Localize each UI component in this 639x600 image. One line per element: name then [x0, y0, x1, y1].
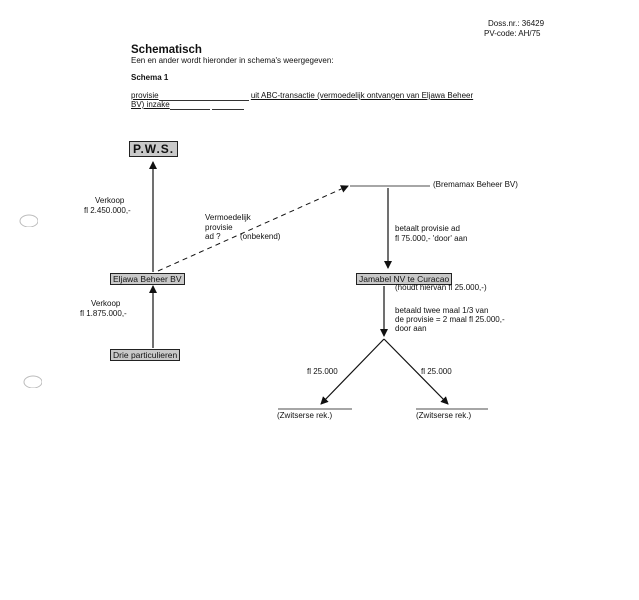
node-drie-particulieren: Drie particulieren — [110, 349, 180, 361]
intro-text: Een en ander wordt hieronder in schema's weergegeven: — [131, 56, 334, 65]
label-verkoop-top: Verkoop — [95, 196, 125, 205]
label-verkoop-bottom: Verkoop — [91, 299, 121, 308]
label-provisie: provisie — [205, 223, 233, 232]
label-vermoedelijk: Vermoedelijk — [205, 213, 251, 222]
schema-line-1-left: provisie — [131, 91, 159, 100]
dashed-arrow-eljawa-to-bremamax — [158, 186, 348, 271]
node-zwitsers-left: (Zwitserse rek.) — [277, 411, 333, 420]
label-verkoop-bottom-amount: fl 1.875.000,- — [80, 309, 127, 318]
node-pws: P.W.S. — [129, 141, 178, 157]
label-split-right: fl 25.000 — [421, 367, 452, 376]
label-betaalt-provisie: betaalt provisie ad — [395, 224, 460, 233]
label-split-left: fl 25.000 — [307, 367, 338, 376]
node-jamabel: Jamabel NV te Curacao — [356, 273, 452, 285]
dossier-number: Doss.nr.: 36429 — [488, 19, 545, 28]
node-bremamax: (Bremamax Beheer BV) — [433, 180, 518, 189]
schema-label: Schema 1 — [131, 73, 169, 82]
node-zwitsers-right: (Zwitserse rek.) — [416, 411, 472, 420]
section-title: Schematisch — [131, 44, 202, 56]
jamabel-note: (houdt hiervan fl 25.000,-) — [395, 283, 487, 292]
label-verkoop-top-amount: fl 2.450.000,- — [84, 206, 131, 215]
label-betaald-3: door aan — [395, 324, 427, 333]
pv-code: PV-code: AH/75 — [484, 29, 541, 38]
label-ad: ad ? — [205, 232, 221, 241]
label-betaald-1: betaald twee maal 1/3 van — [395, 306, 489, 315]
label-onbekend: (onbekend) — [240, 232, 281, 241]
punch-hole-icon — [18, 213, 38, 227]
schema-line-1-right: uit ABC-transactie (vermoedelijk ontvangen van Eljawa Beheer — [250, 91, 474, 100]
schema-line-2-text: BV) inzake — [131, 100, 170, 109]
punch-hole-icon — [22, 374, 42, 388]
label-betaald-2: de provisie = 2 maal fl 25.000,- — [395, 315, 505, 324]
label-betaalt-amount: fl 75.000,- 'door' aan — [395, 234, 468, 243]
node-eljawa: Eljawa Beheer BV — [110, 273, 185, 285]
